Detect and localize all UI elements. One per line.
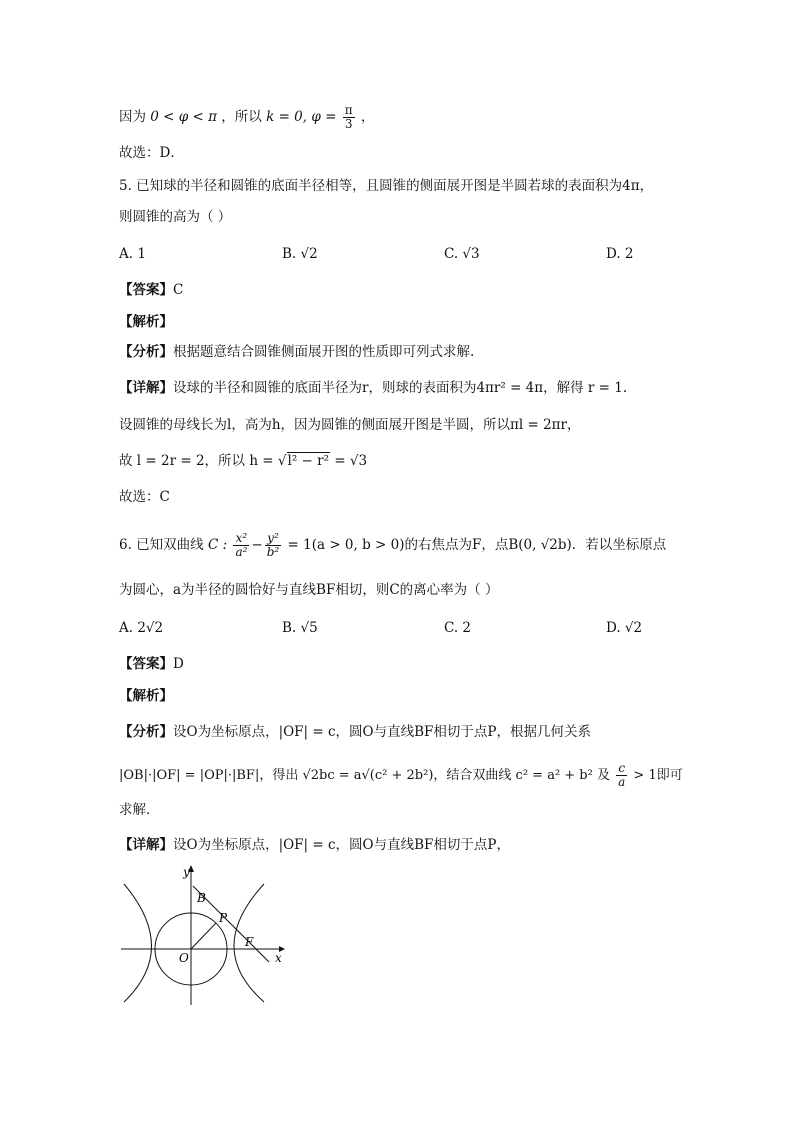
fenxi-tag: 【分析】	[119, 724, 173, 740]
option-b: B. √2	[282, 246, 318, 262]
xiangjie-text: 设O为坐标原点，|OF| = c，圆O与直线BF相切于点P，	[173, 837, 510, 853]
text: ，所以	[221, 109, 262, 125]
option-d: D. √2	[606, 620, 643, 636]
fenxi-5	[119, 342, 474, 362]
math: 0 < φ < π	[150, 109, 217, 125]
option-b: B. √5	[282, 620, 318, 636]
line-2: 故选：D．	[119, 145, 184, 161]
text: > 1即可	[633, 768, 683, 783]
fraction-ca: $\frac{c}{a}$	[618, 761, 626, 789]
analysis-6: 【解析】	[119, 688, 173, 704]
text: 6. 已知双曲线	[119, 537, 204, 553]
xiangjie-6	[119, 835, 510, 855]
fenxi-text: 设O为坐标原点，|OF| = c，圆O与直线BF相切于点P，根据几何关系	[173, 724, 591, 740]
fraction: $\frac{\pi}{3}$	[344, 103, 353, 131]
text: |OB|·|OF| = |OP|·|BF|，得出 √2bc = a√(c² + 2b²)，结合双曲线 c² = a² + b² 及	[119, 768, 610, 783]
line-1	[119, 104, 374, 131]
answer-tag: 【答案】	[119, 282, 173, 298]
sqrt: √l² − r²	[277, 453, 330, 469]
label-y: y	[183, 865, 190, 879]
label-p: P	[219, 911, 228, 925]
xiangjie-5-b: 设圆锥的母线长为l，高为h，因为圆锥的侧面展开图是半圆，所以πl = 2πr，	[119, 417, 581, 433]
xiangjie-tag: 【详解】	[119, 380, 173, 396]
answer-6	[119, 654, 184, 674]
answer-5	[119, 280, 183, 300]
guxuan-5: 故选：C	[119, 489, 170, 505]
text: = 1(a > 0, b > 0)的右焦点为F，点B(0, √2b)．若以坐标原点	[287, 537, 667, 553]
option-a: A. 2√2	[119, 620, 164, 636]
xiangjie-tag: 【详解】	[119, 837, 173, 853]
option-a: A. 1	[119, 246, 146, 262]
text: = √3	[330, 453, 368, 469]
answer-value: C	[173, 282, 184, 298]
hyperbola-figure	[119, 862, 289, 1007]
text: 因为	[119, 109, 146, 125]
radius-op	[191, 923, 216, 949]
answer-tag: 【答案】	[119, 656, 173, 672]
label-x: x	[275, 951, 282, 965]
text: ，	[360, 109, 375, 125]
math: k = 0, φ =	[266, 109, 337, 125]
question-5-cont: 则圆锥的高为（ ）	[119, 209, 232, 225]
question-6-cont: 为圆心，a为半径的圆恰好与直线BF相切，则C的离心率为（ ）	[119, 582, 499, 598]
fenxi-6-c: 求解．	[119, 802, 160, 818]
label-o: O	[179, 951, 189, 965]
option-d: D. 2	[606, 246, 634, 262]
question-5: 5. 已知球的半径和圆锥的底面半径相等，且圆锥的侧面展开图是半圆若球的表面积为4π，	[119, 178, 654, 194]
xiangjie-5-c	[119, 451, 367, 471]
label-b: B	[197, 891, 206, 905]
option-c: C. 2	[444, 620, 472, 636]
hyperbola-left	[124, 884, 152, 1002]
fenxi-6-b	[119, 762, 683, 789]
xiangjie-text: 设球的半径和圆锥的底面半径为r，则球的表面积为4πr² = 4π，解得 r = 1.	[173, 380, 628, 396]
answer-value: D	[173, 656, 184, 672]
fenxi-tag: 【分析】	[119, 344, 173, 360]
label-f: F	[245, 935, 254, 949]
question-6	[119, 532, 666, 559]
fenxi-6	[119, 722, 591, 742]
option-c: C. √3	[444, 246, 480, 262]
text: 故 l = 2r = 2，所以 h =	[119, 453, 278, 469]
fenxi-text: 根据题意结合圆锥侧面展开图的性质即可列式求解.	[173, 344, 475, 360]
math: C :	[207, 537, 228, 553]
fraction-x: $\frac{\text{x²}}{\text{a²}}$	[235, 531, 248, 559]
xiangjie-5	[119, 378, 627, 398]
minus: −	[251, 537, 263, 553]
fraction-y: $\frac{\text{y²}}{\text{b²}}$	[266, 531, 280, 559]
analysis-5: 【解析】	[119, 314, 173, 330]
